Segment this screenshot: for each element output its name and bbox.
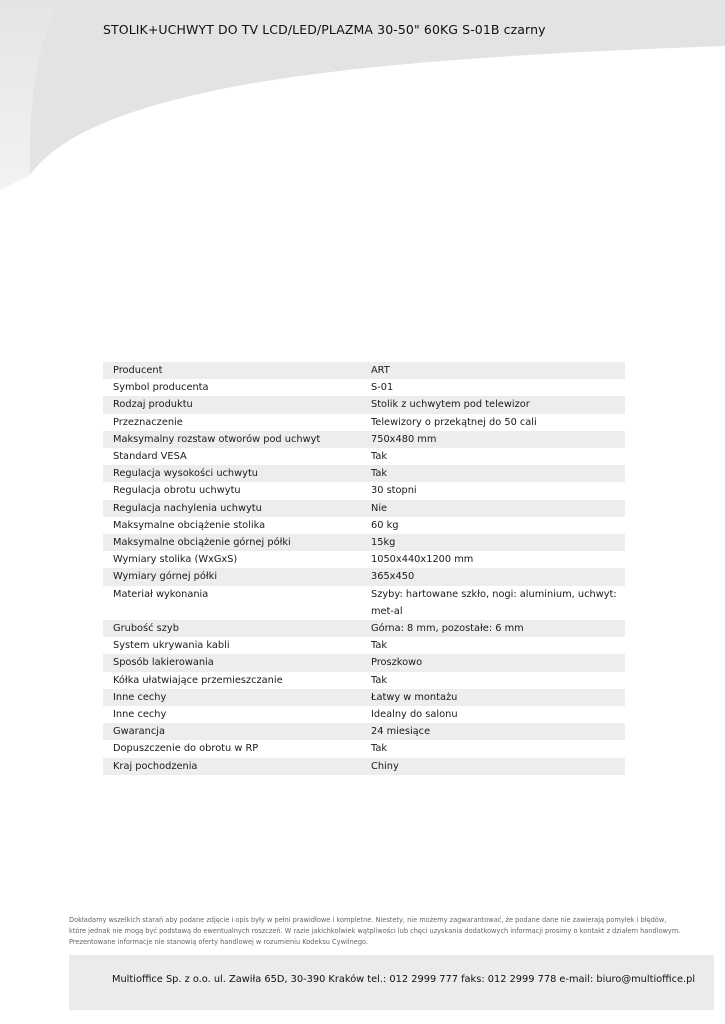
spec-label: Inne cechy: [113, 709, 167, 721]
spec-label: Symbol producenta: [113, 382, 209, 394]
spec-row: [103, 758, 625, 775]
spec-value: 24 miesiące: [361, 723, 625, 740]
spec-label: Kółka ułatwiające przemieszczanie: [113, 674, 283, 686]
footer-contact: Multioffice Sp. z o.o. ul. Zawiła 65D, 30-390 Kraków tel.: 012 2999 777 faks: 012 2999 778 e-mail: biuro@multioffice.pl: [112, 974, 696, 985]
document-title: STOLIK+UCHWYT DO TV LCD/LED/PLAZMA 30-50" 60KG S-01B czarny: [103, 22, 546, 37]
spec-row: [103, 672, 625, 689]
spec-row: [103, 362, 625, 379]
spec-row: [103, 586, 625, 620]
spec-value: Telewizory o przekątnej do 50 cali: [370, 416, 537, 428]
spec-label: Materiał wykonania: [113, 588, 209, 600]
spec-value: Szyby: hartowane szkło, nogi: aluminium, uchwyt: met-al: [370, 588, 617, 617]
disclaimer-line: które jednak nie mogą być podstawą do ewentualnych roszczeń. W razie jakichkolwiek wątpliwości lub chęci uzyskania dodatkowych informacji prosimy o kontakt z działem handlowym.: [69, 927, 681, 935]
spec-label: Regulacja nachylenia uchwytu: [103, 500, 361, 517]
spec-label: Producent: [103, 362, 361, 379]
spec-label: Maksymalne obciążenie górnej półki: [103, 534, 361, 551]
spec-row: [103, 620, 625, 637]
spec-value: Idealny do salonu: [370, 709, 458, 721]
spec-row: [103, 517, 625, 534]
spec-row: [103, 637, 625, 654]
spec-row: [103, 534, 625, 551]
spec-value: S-01: [370, 382, 394, 394]
spec-row: [103, 500, 625, 517]
spec-value: Tak: [370, 640, 388, 652]
disclaimer-line: Dokładamy wszelkich starań aby podane zdjęcie i opis były w pełni prawidłowe i kompletne. Niestety, nie możemy zagwarantować, że podane dane nie zawierają pomyłek i błędów,: [69, 916, 667, 924]
spec-value: Proszkowo: [361, 654, 625, 671]
spec-value: 750x480 mm: [361, 431, 625, 448]
spec-label: Inne cechy: [103, 689, 361, 706]
spec-row: [103, 448, 625, 465]
spec-label: Przeznaczenie: [113, 416, 183, 428]
spec-value: ART: [361, 362, 625, 379]
spec-row: [103, 465, 625, 482]
spec-label: Dopuszczenie do obrotu w RP: [113, 743, 259, 755]
spec-label: Kraj pochodzenia: [103, 758, 361, 775]
spec-label: Wymiary stolika (WxGxS): [113, 554, 238, 566]
spec-value: Nie: [361, 500, 625, 517]
spec-value: 30 stopni: [370, 485, 417, 497]
spec-row: [103, 740, 625, 757]
spec-value: Tak: [370, 451, 388, 463]
spec-value: Chiny: [361, 758, 625, 775]
disclaimer: [69, 915, 709, 948]
spec-value: 15kg: [361, 534, 625, 551]
spec-value: Tak: [361, 465, 625, 482]
spec-row: [103, 482, 625, 499]
spec-label: Sposób lakierowania: [103, 654, 361, 671]
spec-value: 365x450: [361, 568, 625, 585]
spec-row: [103, 396, 625, 413]
spec-value: 1050x440x1200 mm: [370, 554, 474, 566]
spec-label: System ukrywania kabli: [113, 640, 230, 652]
spec-row: [103, 568, 625, 585]
spec-label: Wymiary górnej półki: [103, 568, 361, 585]
spec-label: Rodzaj produktu: [103, 396, 361, 413]
spec-label: Regulacja wysokości uchwytu: [103, 465, 361, 482]
spec-row: [103, 379, 625, 396]
spec-row: [103, 706, 625, 723]
spec-label: Maksymalne obciążenie stolika: [113, 519, 266, 531]
spec-label: Grubość szyb: [103, 620, 361, 637]
spec-label: Maksymalny rozstaw otworów pod uchwyt: [103, 431, 361, 448]
spec-value: Łatwy w montażu: [361, 689, 625, 706]
spec-value: Tak: [370, 674, 388, 686]
spec-label: Regulacja obrotu uchwytu: [113, 485, 241, 497]
spec-row: [103, 414, 625, 431]
spec-value: Górna: 8 mm, pozostałe: 6 mm: [361, 620, 625, 637]
specification-table: [103, 362, 625, 775]
spec-row: [103, 551, 625, 568]
spec-row: [103, 654, 625, 671]
spec-value: Stolik z uchwytem pod telewizor: [361, 396, 625, 413]
spec-value: Tak: [370, 743, 388, 755]
spec-row: [103, 689, 625, 706]
spec-row: [103, 431, 625, 448]
spec-label: Gwarancja: [103, 723, 361, 740]
spec-value: 60 kg: [370, 519, 399, 531]
spec-label: Standard VESA: [113, 451, 187, 463]
spec-row: [103, 723, 625, 740]
disclaimer-line: Prezentowane informacje nie stanowią oferty handlowej w rozumieniu Kodeksu Cywilnego.: [69, 938, 369, 946]
footer: [69, 955, 714, 1010]
